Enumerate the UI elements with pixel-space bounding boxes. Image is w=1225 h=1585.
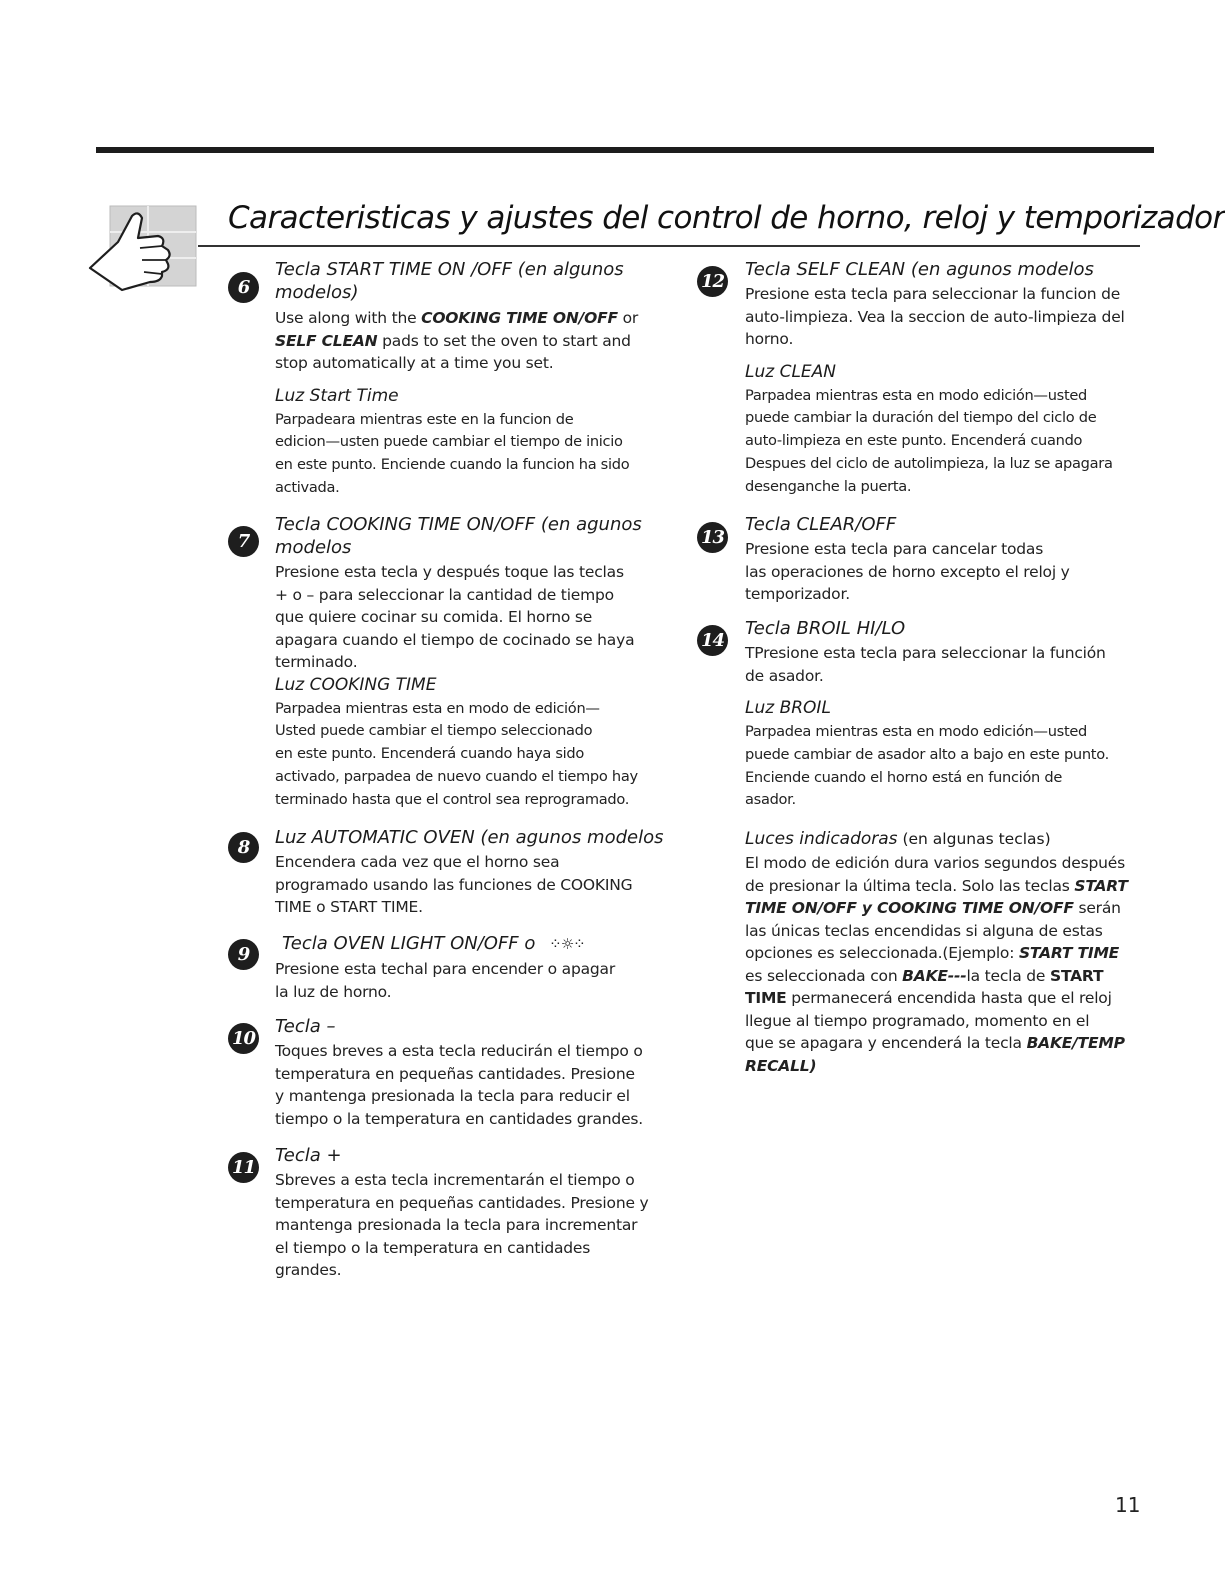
paragraph: Presione esta tecla para seleccionar la funcion de bbox=[745, 285, 1121, 303]
paragraph: Presione esta tecla para cancelar todas bbox=[745, 540, 1044, 558]
paragraph: temporizador. bbox=[745, 585, 850, 603]
paragraph: que quiere cocinar su comida. El horno se bbox=[275, 608, 593, 626]
heading: Tecla OVEN LIGHT ON/OFF o ⁘☼⁘ bbox=[282, 933, 585, 954]
paragraph: puede cambiar la duración del tiempo del ciclo de bbox=[745, 409, 1097, 427]
number-badge: 13 bbox=[697, 522, 728, 553]
paragraph: TIME permanecerá encendida hasta que el reloj bbox=[745, 989, 1112, 1007]
heading: Tecla COOKING TIME ON/OFF (en agunos bbox=[275, 514, 642, 535]
paragraph: que se apagara y encenderá la tecla BAKE/TEMP bbox=[745, 1034, 1125, 1052]
heading: Tecla START TIME ON /OFF (en algunos bbox=[275, 259, 624, 280]
paragraph: puede cambiar de asador alto a bajo en este punto. bbox=[745, 745, 1109, 763]
heading: Tecla CLEAR/OFF bbox=[745, 514, 897, 535]
hand-pointer-icon bbox=[88, 202, 200, 298]
paragraph: stop automatically at a time you set. bbox=[275, 354, 554, 372]
paragraph: auto-limpieza en este punto. Encenderá cuando bbox=[745, 432, 1083, 450]
subheading: Luz CLEAN bbox=[745, 361, 837, 382]
paragraph: Despues del ciclo de autolimpieza, la luz se apagara bbox=[745, 454, 1113, 472]
paragraph: programado usando las funciones de COOKING bbox=[275, 875, 633, 894]
paragraph: Parpadea mientras esta en modo edición—usted bbox=[745, 386, 1088, 404]
subheading: Luz COOKING TIME bbox=[275, 674, 437, 695]
paragraph: asador. bbox=[745, 791, 796, 809]
paragraph: RECALL) bbox=[745, 1056, 817, 1075]
paragraph: SELF CLEAN pads to set the oven to start and bbox=[275, 331, 631, 350]
paragraph: Toques breves a esta tecla reducirán el tiempo o bbox=[275, 1042, 643, 1060]
paragraph: Enciende cuando el horno está en función de bbox=[745, 768, 1062, 786]
number-badge: 12 bbox=[697, 266, 728, 297]
paragraph: TIME ON/OFF y COOKING TIME ON/OFF serán bbox=[745, 899, 1121, 917]
number-badge: 6 bbox=[228, 272, 259, 303]
heading: modelos) bbox=[275, 282, 359, 303]
paragraph: Presione esta techal para encender o apagar bbox=[275, 960, 616, 978]
number-badge: 10 bbox=[228, 1023, 259, 1054]
number-badge: 9 bbox=[228, 939, 259, 970]
light-bulb-icon: ⁘☼⁘ bbox=[549, 935, 585, 953]
paragraph: es seleccionada con BAKE---la tecla de START bbox=[745, 966, 1104, 985]
paragraph: y mantenga presionada la tecla para reducir el bbox=[275, 1087, 630, 1105]
paragraph: opciones es seleccionada.(Ejemplo: START TIME bbox=[745, 944, 1120, 962]
paragraph: Parpadeara mientras este en la funcion de bbox=[275, 410, 574, 428]
paragraph: Parpadea mientras esta en modo de edición— bbox=[275, 699, 600, 717]
paragraph: edicion—usten puede cambiar el tiempo de inicio bbox=[275, 433, 623, 451]
paragraph: El modo de edición dura varios segundos después bbox=[745, 854, 1125, 872]
paragraph: apagara cuando el tiempo de cocinado se haya bbox=[275, 630, 635, 649]
paragraph: temperatura en pequeñas cantidades. Presione bbox=[275, 1064, 635, 1083]
paragraph: las únicas teclas encendidas si alguna de estas bbox=[745, 921, 1103, 940]
paragraph: Encendera cada vez que el horno sea bbox=[275, 853, 560, 871]
paragraph: Presione esta tecla y después toque las teclas bbox=[275, 563, 624, 581]
paragraph: TIME o START TIME. bbox=[275, 898, 423, 916]
paragraph: mantenga presionada la tecla para incrementar bbox=[275, 1216, 638, 1234]
paragraph: Usted puede cambiar el tiempo seleccionado bbox=[275, 722, 593, 740]
paragraph: Use along with the COOKING TIME ON/OFF or bbox=[275, 309, 639, 327]
paragraph: en este punto. Encenderá cuando haya sido bbox=[275, 745, 585, 763]
paragraph: la luz de horno. bbox=[275, 982, 392, 1001]
paragraph: Parpadea mientras esta en modo edición—usted bbox=[745, 723, 1088, 740]
paragraph: de asador. bbox=[745, 666, 824, 685]
heading: Tecla BROIL HI/LO bbox=[745, 618, 906, 639]
paragraph: terminado. bbox=[275, 653, 358, 671]
paragraph: Sbreves a esta tecla incrementarán el tiempo o bbox=[275, 1171, 635, 1189]
paragraph: llegue al tiempo programado, momento en el bbox=[745, 1011, 1090, 1030]
paragraph: TPresione esta tecla para seleccionar la función bbox=[745, 644, 1106, 662]
paragraph: auto-limpieza. Vea la seccion de auto-limpieza del bbox=[745, 307, 1125, 326]
heading: Luces indicadoras (en algunas teclas) bbox=[745, 829, 1051, 849]
title-rule bbox=[198, 245, 1140, 247]
heading: Luz AUTOMATIC OVEN (en agunos modelos bbox=[275, 827, 664, 848]
subheading: Luz BROIL bbox=[745, 698, 831, 718]
number-badge: 8 bbox=[228, 832, 259, 863]
number-badge: 14 bbox=[697, 625, 728, 656]
subheading: Luz Start Time bbox=[275, 385, 399, 406]
heading: modelos bbox=[275, 537, 352, 558]
heading: Tecla SELF CLEAN (en agunos modelos bbox=[745, 259, 1094, 280]
page-title: Caracteristicas y ajustes del control de horno, reloj y temporizador bbox=[228, 200, 1225, 236]
paragraph: activado, parpadea de nuevo cuando el tiempo hay bbox=[275, 767, 638, 785]
paragraph: el tiempo o la temperatura en cantidades bbox=[275, 1238, 591, 1257]
entry-indicator-lights bbox=[745, 828, 1165, 1077]
page-number: 11 bbox=[1115, 1493, 1141, 1517]
paragraph: horno. bbox=[745, 330, 794, 348]
paragraph: grandes. bbox=[275, 1261, 342, 1279]
paragraph: desenganche la puerta. bbox=[745, 477, 912, 495]
paragraph: activada. bbox=[275, 478, 340, 496]
paragraph: en este punto. Enciende cuando la funcion ha sido bbox=[275, 456, 630, 474]
paragraph: tiempo o la temperatura en cantidades grandes. bbox=[275, 1109, 644, 1128]
paragraph: + o – para seleccionar la cantidad de tiempo bbox=[275, 585, 614, 604]
paragraph: las operaciones de horno excepto el reloj y bbox=[745, 562, 1070, 581]
heading: Tecla + bbox=[275, 1145, 342, 1166]
paragraph: temperatura en pequeñas cantidades. Presione y bbox=[275, 1193, 649, 1212]
heading: Tecla – bbox=[275, 1016, 336, 1037]
number-badge: 11 bbox=[228, 1152, 259, 1183]
number-badge: 7 bbox=[228, 526, 259, 557]
paragraph: de presionar la última tecla. Solo las teclas START bbox=[745, 876, 1128, 895]
top-rule bbox=[96, 147, 1154, 153]
paragraph: terminado hasta que el control sea reprogramado. bbox=[275, 790, 630, 808]
